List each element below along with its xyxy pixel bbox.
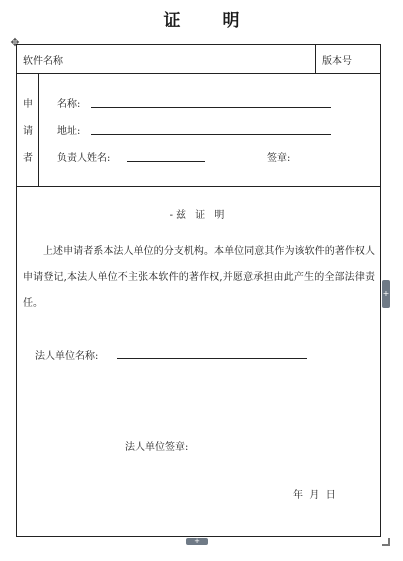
legal-entity-field[interactable] [117, 358, 307, 359]
software-info-row [17, 45, 380, 74]
applicant-section [17, 74, 380, 187]
statement-title: -兹 证 明 [169, 210, 228, 221]
document-title: 证 明 [163, 11, 258, 31]
address-label: 地址: [57, 126, 81, 137]
date-label: 年 月 日 [293, 490, 336, 501]
software-name-label: 软件名称 [23, 56, 63, 67]
version-label: 版本号 [322, 56, 352, 67]
contact-label: 负责人姓名: [57, 153, 111, 164]
table-move-icon[interactable]: ✥ [10, 36, 20, 49]
name-label: 名称: [57, 99, 81, 110]
address-field[interactable] [91, 134, 331, 135]
legal-seal-label: 法人单位签章: [125, 442, 189, 453]
version-cell [315, 45, 380, 73]
side-expand-icon[interactable]: + [382, 280, 390, 308]
statement-body: 上述申请者系本法人单位的分支机构。本单位同意其作为该软件的著作权人申请登记,本法人单位不主张本软件的著作权,并愿意承担由此产生的全部法律责任。 [23, 246, 375, 309]
applicant-char-3: 者 [23, 153, 33, 164]
applicant-char-2: 请 [23, 126, 33, 137]
applicant-char-1: 申 [23, 99, 33, 110]
name-field[interactable] [91, 107, 331, 108]
sign-label: 签章: [267, 153, 291, 164]
table-resize-icon[interactable] [382, 538, 390, 546]
legal-entity-label: 法人单位名称: [35, 351, 99, 362]
bottom-expand-icon[interactable]: + [186, 538, 208, 545]
certificate-form-table [16, 44, 381, 537]
contact-field[interactable] [127, 161, 205, 162]
applicant-side-label [17, 74, 39, 186]
